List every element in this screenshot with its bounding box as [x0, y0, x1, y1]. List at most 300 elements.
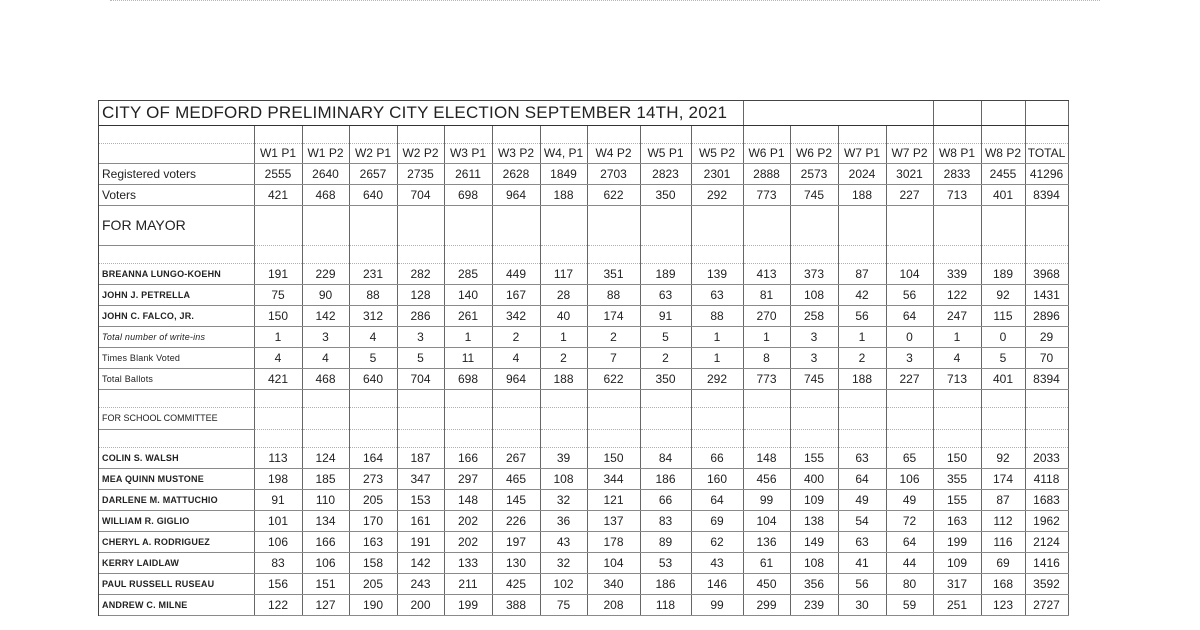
spacer-cell	[743, 389, 790, 407]
vote-count: 156	[254, 573, 302, 594]
vote-count: 128	[397, 284, 444, 305]
vote-count: 0	[886, 326, 933, 347]
vote-count: 49	[838, 489, 886, 510]
vote-count: 101	[254, 510, 302, 531]
blank-votes-row	[99, 347, 1068, 368]
spacer-cell	[540, 429, 587, 447]
vote-count: 2033	[1025, 447, 1068, 468]
vote-count: 1416	[1025, 552, 1068, 573]
spacer-cell	[99, 389, 254, 407]
spacer-cell	[397, 125, 444, 143]
vote-count: 56	[838, 573, 886, 594]
vote-count: 622	[587, 184, 640, 205]
vote-count: 121	[587, 489, 640, 510]
school-heading-row	[99, 407, 1068, 429]
vote-count: 413	[743, 263, 790, 284]
vote-count: 63	[640, 284, 691, 305]
vote-count: 3	[886, 347, 933, 368]
vote-count: 3021	[886, 163, 933, 184]
spacer-cell	[743, 245, 790, 263]
vote-count: 108	[540, 468, 587, 489]
row-label: WILLIAM R. GIGLIO	[99, 510, 254, 531]
vote-count: 292	[691, 368, 743, 389]
vote-count: 106	[254, 531, 302, 552]
spacer-cell	[397, 245, 444, 263]
spacer-cell	[743, 125, 790, 143]
election-results-table	[99, 101, 1069, 616]
mayor-candidate-row	[99, 284, 1068, 305]
spacer-cell	[1025, 205, 1068, 245]
spacer-cell	[691, 389, 743, 407]
spacer-cell	[540, 125, 587, 143]
vote-count: 130	[492, 552, 540, 573]
spacer-cell	[640, 429, 691, 447]
vote-count: 43	[691, 552, 743, 573]
spacer-cell	[1025, 245, 1068, 263]
vote-count: 2640	[302, 163, 349, 184]
spacer-cell	[587, 205, 640, 245]
spacer-cell	[1025, 429, 1068, 447]
vote-count: 292	[691, 184, 743, 205]
spacer-cell	[444, 205, 492, 245]
vote-count: 69	[691, 510, 743, 531]
vote-count: 70	[1025, 347, 1068, 368]
mayor-candidate-row	[99, 263, 1068, 284]
vote-count: 350	[640, 184, 691, 205]
spacer-cell	[790, 389, 838, 407]
vote-count: 166	[302, 531, 349, 552]
vote-count: 158	[349, 552, 397, 573]
spacer-cell	[838, 205, 886, 245]
vote-count: 188	[540, 184, 587, 205]
vote-count: 87	[981, 489, 1025, 510]
vote-count: 5	[349, 347, 397, 368]
vote-count: 2455	[981, 163, 1025, 184]
vote-count: 2	[540, 347, 587, 368]
spacer-cell	[886, 429, 933, 447]
spacer-cell	[790, 125, 838, 143]
vote-count: 211	[444, 573, 492, 594]
vote-count: 139	[691, 263, 743, 284]
vote-count: 270	[743, 305, 790, 326]
voters-row	[99, 184, 1068, 205]
vote-count: 150	[254, 305, 302, 326]
vote-count: 251	[933, 594, 981, 615]
vote-count: 713	[933, 368, 981, 389]
spacer-cell	[492, 429, 540, 447]
vote-count: 373	[790, 263, 838, 284]
spacer-cell	[790, 245, 838, 263]
vote-count: 163	[349, 531, 397, 552]
vote-count: 187	[397, 447, 444, 468]
vote-count: 104	[587, 552, 640, 573]
spacer-cell	[349, 389, 397, 407]
vote-count: 89	[640, 531, 691, 552]
spacer-cell	[349, 245, 397, 263]
vote-count: 155	[790, 447, 838, 468]
vote-count: 4	[492, 347, 540, 368]
vote-count: 745	[790, 368, 838, 389]
vote-count: 39	[540, 447, 587, 468]
spacer-cell	[981, 407, 1025, 429]
spacer-cell	[886, 125, 933, 143]
vote-count: 148	[743, 447, 790, 468]
vote-count: 2703	[587, 163, 640, 184]
vote-count: 109	[933, 552, 981, 573]
vote-count: 170	[349, 510, 397, 531]
spacer-cell	[540, 245, 587, 263]
column-header: W6 P2	[790, 143, 838, 163]
spacer-cell	[743, 205, 790, 245]
school-candidate-row	[99, 447, 1068, 468]
spacer-cell	[302, 429, 349, 447]
vote-count: 243	[397, 573, 444, 594]
vote-count: 106	[302, 552, 349, 573]
vote-count: 2301	[691, 163, 743, 184]
spacer-cell	[587, 407, 640, 429]
vote-count: 2735	[397, 163, 444, 184]
vote-count: 226	[492, 510, 540, 531]
vote-count: 1431	[1025, 284, 1068, 305]
vote-count: 258	[790, 305, 838, 326]
vote-count: 161	[397, 510, 444, 531]
vote-count: 713	[933, 184, 981, 205]
spacer-cell	[691, 245, 743, 263]
spacer-cell	[838, 407, 886, 429]
vote-count: 2896	[1025, 305, 1068, 326]
vote-count: 190	[349, 594, 397, 615]
vote-count: 0	[981, 326, 1025, 347]
spacer-cell	[444, 389, 492, 407]
spacer-cell	[540, 407, 587, 429]
vote-count: 80	[886, 573, 933, 594]
spacer-cell	[302, 205, 349, 245]
vote-count: 449	[492, 263, 540, 284]
vote-count: 29	[1025, 326, 1068, 347]
spacer-cell	[492, 389, 540, 407]
spacer-cell	[933, 245, 981, 263]
vote-count: 140	[444, 284, 492, 305]
spacer-cell	[349, 205, 397, 245]
vote-count: 468	[302, 184, 349, 205]
vote-count: 8	[743, 347, 790, 368]
vote-count: 167	[492, 284, 540, 305]
vote-count: 127	[302, 594, 349, 615]
vote-count: 87	[838, 263, 886, 284]
spacer-cell	[302, 125, 349, 143]
vote-count: 112	[981, 510, 1025, 531]
vote-count: 75	[254, 284, 302, 305]
vote-count: 2727	[1025, 594, 1068, 615]
column-header: W1 P1	[254, 143, 302, 163]
vote-count: 64	[838, 468, 886, 489]
vote-count: 75	[540, 594, 587, 615]
vote-count: 160	[691, 468, 743, 489]
vote-count: 66	[640, 489, 691, 510]
vote-count: 1	[540, 326, 587, 347]
row-label: COLIN S. WALSH	[99, 447, 254, 468]
spacer-cell	[397, 407, 444, 429]
vote-count: 142	[302, 305, 349, 326]
spacer-cell	[444, 429, 492, 447]
vote-count: 4	[302, 347, 349, 368]
vote-count: 116	[981, 531, 1025, 552]
spacer-cell	[743, 407, 790, 429]
vote-count: 197	[492, 531, 540, 552]
column-header: W2 P1	[349, 143, 397, 163]
vote-count: 110	[302, 489, 349, 510]
vote-count: 2823	[640, 163, 691, 184]
vote-count: 340	[587, 573, 640, 594]
vote-count: 115	[981, 305, 1025, 326]
vote-count: 468	[302, 368, 349, 389]
row-label: ANDREW C. MILNE	[99, 594, 254, 615]
vote-count: 208	[587, 594, 640, 615]
vote-count: 344	[587, 468, 640, 489]
spacer-cell	[933, 407, 981, 429]
vote-count: 261	[444, 305, 492, 326]
vote-count: 1	[933, 326, 981, 347]
spacer-cell	[981, 205, 1025, 245]
registered-voters-row	[99, 163, 1068, 184]
row-label: DARLENE M. MATTUCHIO	[99, 489, 254, 510]
spacer-cell	[933, 389, 981, 407]
spacer-cell	[302, 389, 349, 407]
vote-count: 138	[790, 510, 838, 531]
vote-count: 32	[540, 489, 587, 510]
vote-count: 5	[640, 326, 691, 347]
spacer-cell	[838, 245, 886, 263]
vote-count: 56	[886, 284, 933, 305]
vote-count: 282	[397, 263, 444, 284]
column-header-row	[99, 143, 1068, 163]
row-label: JOHN J. PETRELLA	[99, 284, 254, 305]
vote-count: 54	[838, 510, 886, 531]
vote-count: 2833	[933, 163, 981, 184]
vote-count: 4	[254, 347, 302, 368]
results-sheet	[98, 100, 1069, 616]
column-header: TOTAL	[1025, 143, 1068, 163]
vote-count: 133	[444, 552, 492, 573]
vote-count: 118	[640, 594, 691, 615]
vote-count: 174	[981, 468, 1025, 489]
spacer-cell	[254, 429, 302, 447]
school-candidate-row	[99, 531, 1068, 552]
vote-count: 61	[743, 552, 790, 573]
spacer-cell	[349, 125, 397, 143]
vote-count: 273	[349, 468, 397, 489]
vote-count: 229	[302, 263, 349, 284]
school-candidate-row	[99, 573, 1068, 594]
vote-count: 317	[933, 573, 981, 594]
vote-count: 163	[933, 510, 981, 531]
spacer-cell	[397, 389, 444, 407]
vote-count: 202	[444, 510, 492, 531]
vote-count: 239	[790, 594, 838, 615]
spacer-cell	[691, 407, 743, 429]
vote-count: 1962	[1025, 510, 1068, 531]
spacer-cell	[691, 205, 743, 245]
spacer-cell	[640, 407, 691, 429]
spacer-cell	[790, 407, 838, 429]
vote-count: 2628	[492, 163, 540, 184]
spacer-cell	[640, 125, 691, 143]
vote-count: 134	[302, 510, 349, 531]
school-candidate-row	[99, 552, 1068, 573]
writeins-row	[99, 326, 1068, 347]
school-candidate-row	[99, 489, 1068, 510]
vote-count: 421	[254, 368, 302, 389]
spacer-cell	[587, 389, 640, 407]
spacer-cell	[492, 407, 540, 429]
vote-count: 640	[349, 184, 397, 205]
vote-count: 342	[492, 305, 540, 326]
spacer-cell	[254, 407, 302, 429]
vote-count: 2573	[790, 163, 838, 184]
spacer-cell	[587, 429, 640, 447]
vote-count: 88	[587, 284, 640, 305]
row-label: Times Blank Voted	[99, 347, 254, 368]
column-header: W7 P1	[838, 143, 886, 163]
spacer-cell	[640, 245, 691, 263]
vote-count: 964	[492, 368, 540, 389]
vote-count: 227	[886, 368, 933, 389]
vote-count: 53	[640, 552, 691, 573]
vote-count: 59	[886, 594, 933, 615]
vote-count: 698	[444, 368, 492, 389]
spacer-cell	[933, 125, 981, 143]
vote-count: 36	[540, 510, 587, 531]
row-label: CHERYL A. RODRIGUEZ	[99, 531, 254, 552]
vote-count: 401	[981, 368, 1025, 389]
row-label: Total Ballots	[99, 368, 254, 389]
vote-count: 117	[540, 263, 587, 284]
mayor-heading-row	[99, 205, 1068, 245]
vote-count: 49	[886, 489, 933, 510]
column-header: W2 P2	[397, 143, 444, 163]
vote-count: 122	[254, 594, 302, 615]
spacer-cell	[99, 245, 254, 263]
spacer-cell	[397, 205, 444, 245]
school-candidate-row	[99, 510, 1068, 531]
vote-count: 465	[492, 468, 540, 489]
vote-count: 188	[540, 368, 587, 389]
spacer-cell	[743, 429, 790, 447]
vote-count: 2	[587, 326, 640, 347]
column-header: W6 P1	[743, 143, 790, 163]
vote-count: 142	[397, 552, 444, 573]
spacer-cell	[254, 125, 302, 143]
spacer-cell	[587, 125, 640, 143]
vote-count: 4118	[1025, 468, 1068, 489]
vote-count: 2888	[743, 163, 790, 184]
vote-count: 704	[397, 368, 444, 389]
vote-count: 84	[640, 447, 691, 468]
vote-count: 145	[492, 489, 540, 510]
vote-count: 62	[691, 531, 743, 552]
vote-count: 92	[981, 284, 1025, 305]
vote-count: 2124	[1025, 531, 1068, 552]
vote-count: 704	[397, 184, 444, 205]
vote-count: 640	[349, 368, 397, 389]
vote-count: 188	[838, 368, 886, 389]
spacer-cell	[886, 389, 933, 407]
school-candidate-row	[99, 468, 1068, 489]
vote-count: 2024	[838, 163, 886, 184]
vote-count: 63	[838, 447, 886, 468]
vote-count: 136	[743, 531, 790, 552]
vote-count: 64	[886, 531, 933, 552]
vote-count: 66	[691, 447, 743, 468]
spacer-row	[99, 429, 1068, 447]
vote-count: 42	[838, 284, 886, 305]
vote-count: 41	[838, 552, 886, 573]
vote-count: 5	[981, 347, 1025, 368]
vote-count: 146	[691, 573, 743, 594]
vote-count: 186	[640, 573, 691, 594]
vote-count: 202	[444, 531, 492, 552]
vote-count: 88	[349, 284, 397, 305]
vote-count: 56	[838, 305, 886, 326]
vote-count: 28	[540, 284, 587, 305]
spacer-cell	[790, 205, 838, 245]
vote-count: 155	[933, 489, 981, 510]
header-blank	[99, 143, 254, 163]
vote-count: 92	[981, 447, 1025, 468]
vote-count: 456	[743, 468, 790, 489]
spacer-cell	[254, 205, 302, 245]
vote-count: 745	[790, 184, 838, 205]
spacer-cell	[587, 245, 640, 263]
spacer-cell	[444, 407, 492, 429]
vote-count: 200	[397, 594, 444, 615]
vote-count: 148	[444, 489, 492, 510]
vote-count: 3592	[1025, 573, 1068, 594]
row-label: Registered voters	[99, 163, 254, 184]
spacer-cell	[790, 429, 838, 447]
section-heading: FOR MAYOR	[99, 205, 254, 245]
vote-count: 43	[540, 531, 587, 552]
spacer-cell	[444, 245, 492, 263]
vote-count: 11	[444, 347, 492, 368]
vote-count: 69	[981, 552, 1025, 573]
vote-count: 113	[254, 447, 302, 468]
mayor-candidate-row	[99, 305, 1068, 326]
total-ballots-row	[99, 368, 1068, 389]
vote-count: 421	[254, 184, 302, 205]
spacer-row	[99, 389, 1068, 407]
column-header: W8 P2	[981, 143, 1025, 163]
vote-count: 30	[838, 594, 886, 615]
spacer-cell	[349, 429, 397, 447]
vote-count: 350	[640, 368, 691, 389]
vote-count: 150	[587, 447, 640, 468]
vote-count: 178	[587, 531, 640, 552]
spacer-cell	[540, 205, 587, 245]
column-header: W1 P2	[302, 143, 349, 163]
vote-count: 189	[640, 263, 691, 284]
vote-count: 227	[886, 184, 933, 205]
vote-count: 388	[492, 594, 540, 615]
vote-count: 104	[743, 510, 790, 531]
vote-count: 964	[492, 184, 540, 205]
vote-count: 91	[254, 489, 302, 510]
spacer-cell	[838, 125, 886, 143]
vote-count: 286	[397, 305, 444, 326]
spacer-cell	[981, 389, 1025, 407]
vote-count: 1683	[1025, 489, 1068, 510]
column-header: W4, P1	[540, 143, 587, 163]
